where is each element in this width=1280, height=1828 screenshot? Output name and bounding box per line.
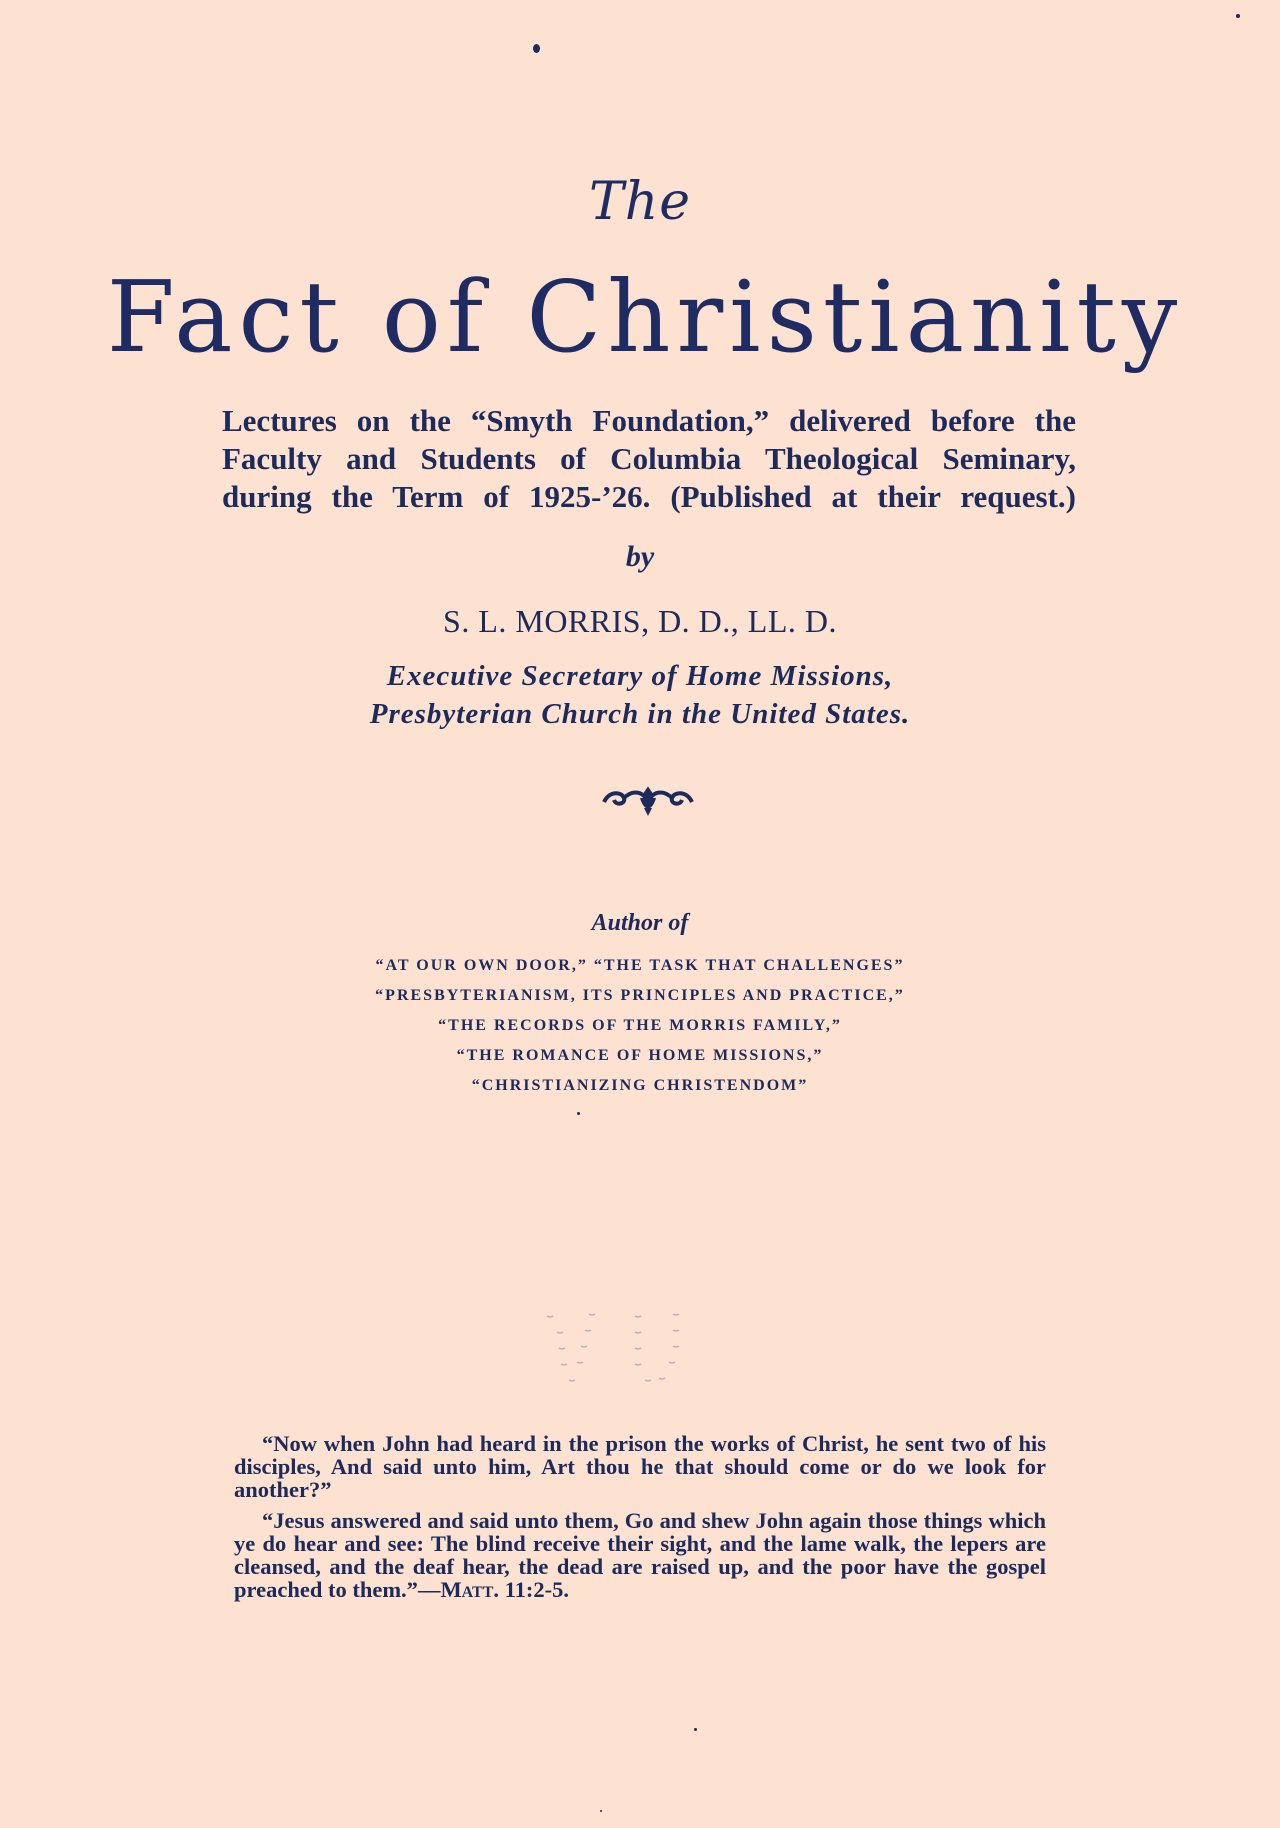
work-title: “PRESBYTERIANISM, ITS PRINCIPLES AND PRACTICE,” (375, 987, 905, 1004)
ornament-icon (600, 782, 696, 818)
quote-text: “Jesus answered and said unto them, Go and shew John again those things which ye do hear and see: The blind receive their sight, and the lame walk, the lepers are cleansed, and the deaf hear, the dead are raised up, and the poor have the gospel preached to them.” (234, 1508, 1046, 1602)
scripture-quote (234, 1432, 1046, 1609)
ink-speck (533, 44, 540, 53)
subtitle-line: Faculty and Students of Columbia Theological Seminary, (222, 441, 1076, 476)
author-position (0, 657, 1280, 733)
ink-speck (1236, 14, 1240, 18)
subtitle (222, 402, 1076, 516)
work-title: “THE ROMANCE OF HOME MISSIONS,” (456, 1047, 824, 1064)
title-article: The (589, 172, 691, 232)
author-of-heading: Author of (591, 910, 689, 936)
byline-by: by (625, 540, 655, 573)
subtitle-line: during the Term of 1925-’26. (Published at their request.) (222, 479, 1076, 514)
faint-marks-icon (545, 1310, 685, 1390)
works-list (0, 951, 1280, 1101)
author-name: S. L. MORRIS, D. D., LL. D. (443, 603, 837, 639)
position-line: Presbyterian Church in the United States. (369, 698, 911, 730)
work-title: “AT OUR OWN DOOR,” “THE TASK THAT CHALLENGES” (375, 957, 905, 974)
page-title: Fact of Christianity (106, 261, 1184, 375)
quote-paragraph: “Now when John had heard in the prison the works of Christ, he sent two of his disciples, And said unto him, Art thou he that should come or do we look for another?” (234, 1431, 1046, 1502)
work-title: “CHRISTIANIZING CHRISTENDOM” (471, 1077, 809, 1094)
scripture-reference: —Matt. 11:2-5. (417, 1577, 570, 1602)
ink-speck (600, 1810, 602, 1812)
quote-paragraph (234, 1509, 1046, 1601)
subtitle-line: Lectures on the “Smyth Foundation,” delivered before the (222, 403, 1076, 438)
ink-speck (577, 1112, 580, 1115)
position-line: Executive Secretary of Home Missions, (386, 660, 894, 692)
ink-speck (694, 1728, 697, 1731)
work-title: “THE RECORDS OF THE MORRIS FAMILY,” (438, 1017, 842, 1034)
